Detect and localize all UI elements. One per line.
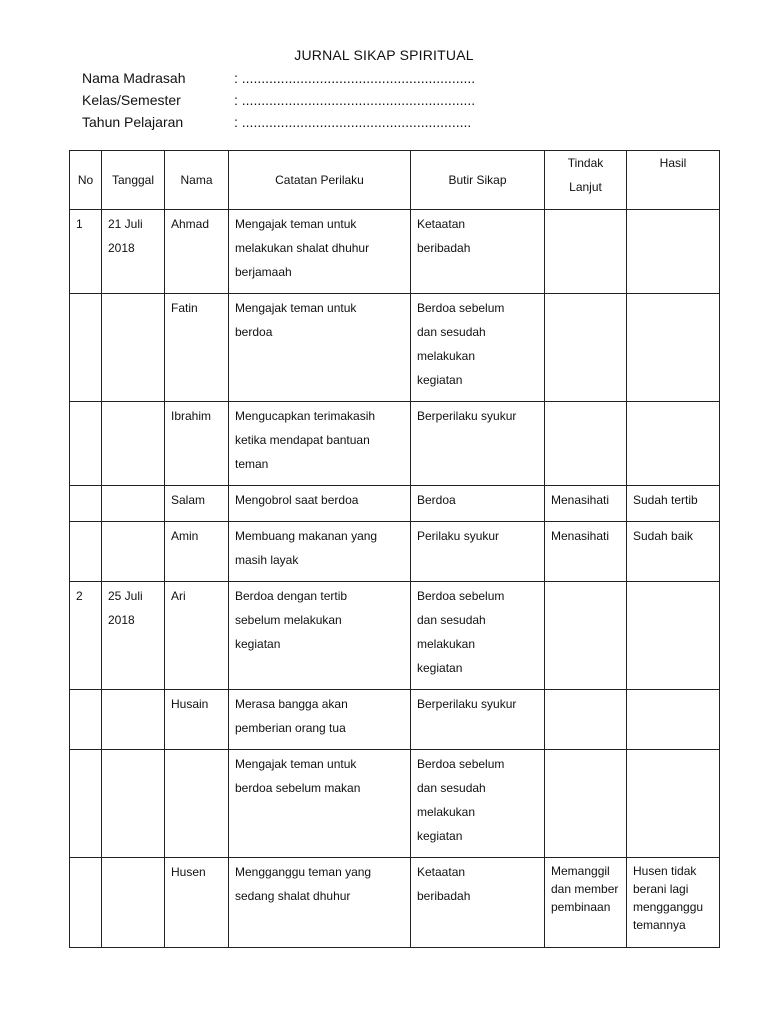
cell-tindak: [545, 402, 627, 486]
table-row: [70, 486, 720, 522]
cell-catatan: Mengucapkan terimakasih ketika mendapat bantuan teman: [229, 402, 411, 486]
cell-no: [70, 858, 102, 948]
cell-no: [70, 690, 102, 750]
cell-tindak: [545, 294, 627, 402]
cell-tindak: [545, 582, 627, 690]
cell-butir: Berdoa sebelum dan sesudah melakukan kegiatan: [411, 750, 545, 858]
cell-no: 1: [70, 210, 102, 294]
cell-no: [70, 294, 102, 402]
cell-no: 2: [70, 582, 102, 690]
meta-label: Tahun Pelajaran: [82, 114, 184, 130]
cell-hasil: Husen tidak berani lagi mengganggu temannya: [627, 858, 720, 948]
cell-butir: Ketaatan beribadah: [411, 858, 545, 948]
cell-tanggal: 21 Juli 2018: [102, 210, 165, 294]
cell-tanggal: [102, 690, 165, 750]
cell-butir: Berperilaku syukur: [411, 690, 545, 750]
cell-tanggal: [102, 402, 165, 486]
table-row: [70, 690, 720, 750]
cell-no: [70, 750, 102, 858]
cell-nama: Fatin: [165, 294, 229, 402]
cell-nama: Ibrahim: [165, 402, 229, 486]
cell-tindak: [545, 690, 627, 750]
cell-hasil: [627, 690, 720, 750]
cell-catatan: Mengajak teman untuk melakukan shalat dhuhur berjamaah: [229, 210, 411, 294]
cell-butir: Ketaatan beribadah: [411, 210, 545, 294]
table-row: [70, 402, 720, 486]
cell-butir: Berdoa sebelum dan sesudah melakukan kegiatan: [411, 582, 545, 690]
cell-hasil: [627, 294, 720, 402]
meta-value: : ............................................................: [234, 92, 476, 108]
cell-catatan: Mengajak teman untuk berdoa sebelum makan: [229, 750, 411, 858]
meta-value: : ............................................................: [234, 70, 476, 86]
cell-tanggal: [102, 750, 165, 858]
cell-hasil: [627, 582, 720, 690]
journal-table: [69, 150, 720, 948]
header-hasil: Hasil: [627, 151, 720, 210]
cell-butir: Berperilaku syukur: [411, 402, 545, 486]
cell-nama: Husain: [165, 690, 229, 750]
cell-no: [70, 486, 102, 522]
cell-catatan: Mengganggu teman yang sedang shalat dhuhur: [229, 858, 411, 948]
cell-hasil: Sudah baik: [627, 522, 720, 582]
header-tindak: Tindak Lanjut: [545, 151, 627, 210]
header-tanggal: Tanggal: [102, 151, 165, 210]
cell-butir: Berdoa: [411, 486, 545, 522]
meta-label: Nama Madrasah: [82, 70, 186, 86]
cell-no: [70, 522, 102, 582]
cell-catatan: Membuang makanan yang masih layak: [229, 522, 411, 582]
cell-tanggal: [102, 522, 165, 582]
table-row: [70, 210, 720, 294]
cell-tanggal: [102, 486, 165, 522]
meta-label: Kelas/Semester: [82, 92, 181, 108]
header-no: No: [70, 151, 102, 210]
table-row: [70, 750, 720, 858]
header-catatan: Catatan Perilaku: [229, 151, 411, 210]
cell-tindak: Menasihati: [545, 522, 627, 582]
cell-catatan: Merasa bangga akan pemberian orang tua: [229, 690, 411, 750]
cell-hasil: Sudah tertib: [627, 486, 720, 522]
table-row: [70, 522, 720, 582]
cell-tanggal: [102, 294, 165, 402]
cell-tindak: Memanggil dan member pembinaan: [545, 858, 627, 948]
cell-nama: [165, 750, 229, 858]
cell-nama: Salam: [165, 486, 229, 522]
header-row: [70, 151, 720, 210]
cell-catatan: Mengobrol saat berdoa: [229, 486, 411, 522]
cell-tindak: [545, 750, 627, 858]
table-row: [70, 582, 720, 690]
cell-no: [70, 402, 102, 486]
table-row: [70, 294, 720, 402]
cell-catatan: Berdoa dengan tertib sebelum melakukan kegiatan: [229, 582, 411, 690]
document-title: JURNAL SIKAP SPIRITUAL: [294, 47, 474, 63]
cell-nama: Husen: [165, 858, 229, 948]
cell-hasil: [627, 402, 720, 486]
header-nama: Nama: [165, 151, 229, 210]
cell-nama: Ahmad: [165, 210, 229, 294]
meta-value: : ...........................................................: [234, 114, 472, 130]
table-row: [70, 858, 720, 948]
cell-nama: Ari: [165, 582, 229, 690]
header-butir: Butir Sikap: [411, 151, 545, 210]
cell-hasil: [627, 750, 720, 858]
cell-nama: Amin: [165, 522, 229, 582]
cell-tanggal: 25 Juli 2018: [102, 582, 165, 690]
cell-tindak: [545, 210, 627, 294]
cell-tindak: Menasihati: [545, 486, 627, 522]
cell-hasil: [627, 210, 720, 294]
cell-butir: Perilaku syukur: [411, 522, 545, 582]
cell-butir: Berdoa sebelum dan sesudah melakukan kegiatan: [411, 294, 545, 402]
cell-catatan: Mengajak teman untuk berdoa: [229, 294, 411, 402]
cell-tanggal: [102, 858, 165, 948]
